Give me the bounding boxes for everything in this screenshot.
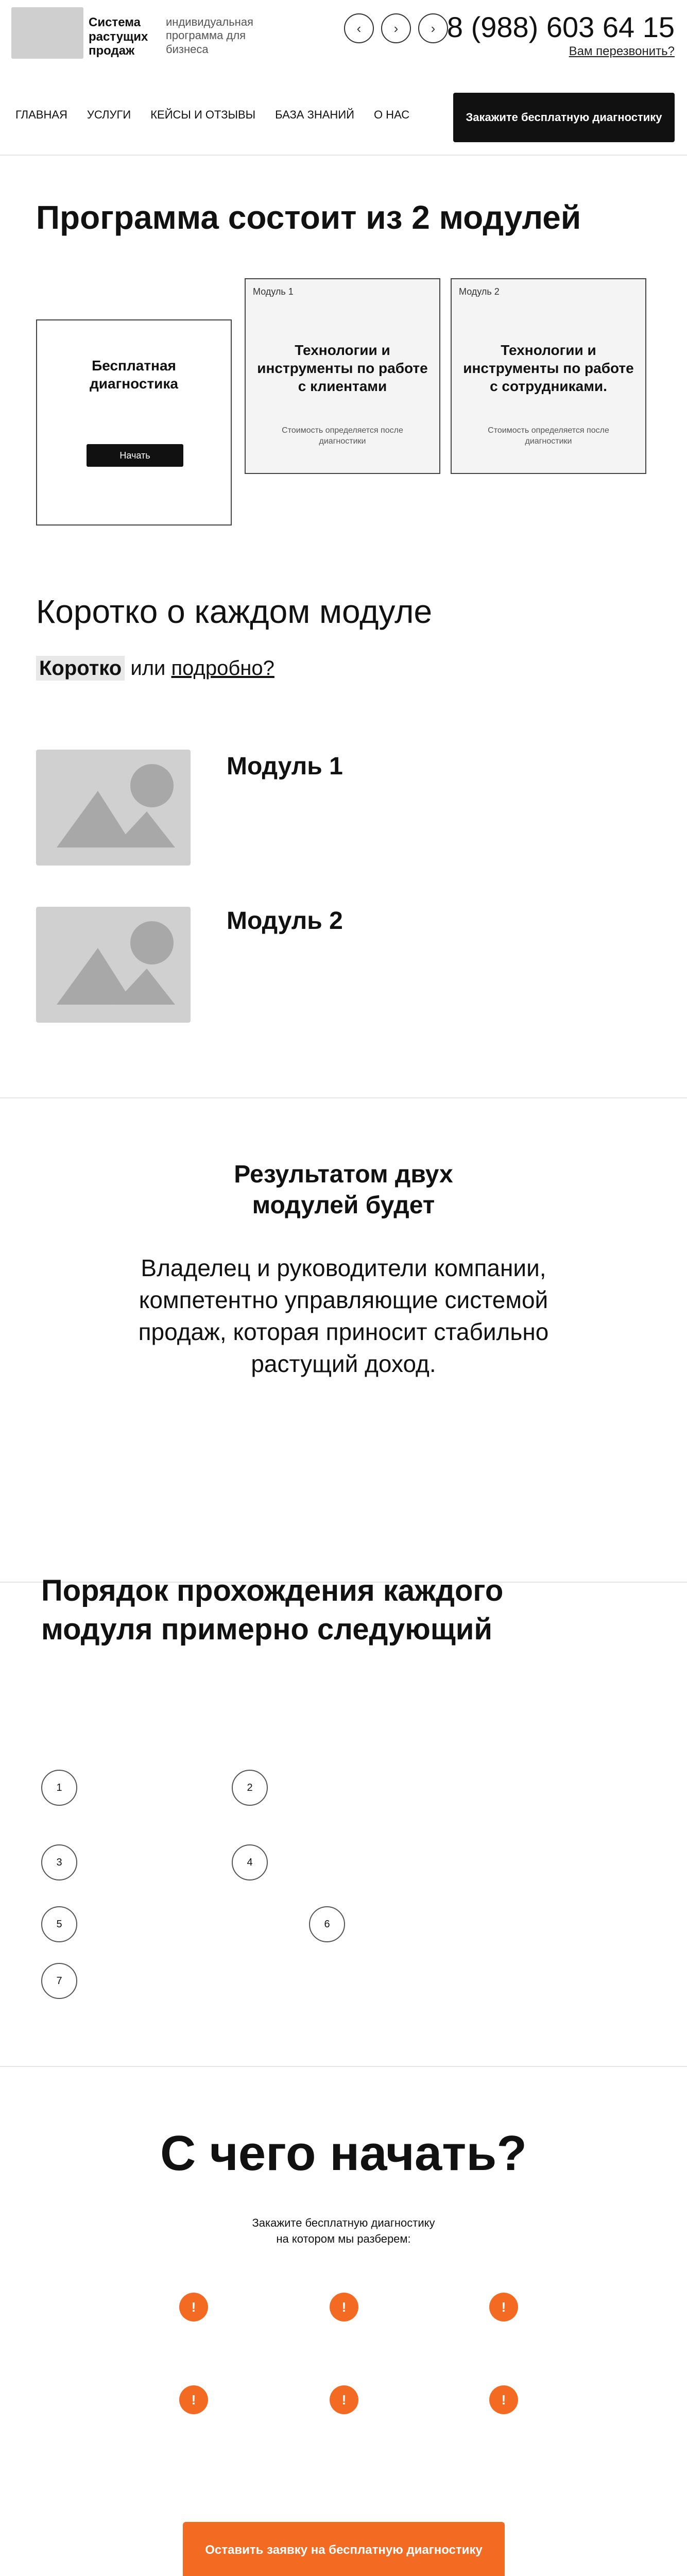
module-card-1[interactable] <box>245 278 440 474</box>
divider <box>0 1097 687 1098</box>
start-button[interactable]: Начать <box>87 444 183 467</box>
warning-icon: ! <box>179 2293 208 2321</box>
menu-item-about[interactable]: О НАС <box>373 108 410 121</box>
more-arrow-icon[interactable]: › <box>418 13 448 43</box>
modules-title: Программа состоит из 2 модулей <box>36 199 581 236</box>
card-title: Технологии и инструменты по работе с сотрудниками. <box>463 342 634 394</box>
step-1-circle: 1 <box>41 1770 77 1806</box>
card-desc: Стоимость определяется после диагностики <box>488 426 609 446</box>
warning-icon: ! <box>489 2385 518 2414</box>
menu-item-cases[interactable]: КЕЙСЫ И ОТЗЫВЫ <box>150 108 256 121</box>
module-card-2[interactable] <box>451 278 646 474</box>
step-5-circle: 5 <box>41 1906 77 1942</box>
brief-title: Коротко о каждом модуле <box>36 593 433 630</box>
start-cta-button[interactable]: Оставить заявку на бесплатную диагностику <box>183 2522 505 2576</box>
card-title: Бесплатная диагностика <box>90 358 178 392</box>
module-2-title: Модуль 2 <box>227 907 343 935</box>
card-label: Модуль 2 <box>459 286 500 297</box>
image-placeholder-icon <box>36 750 191 866</box>
phone-number[interactable]: 8 (988) 603 64 15 <box>446 11 675 43</box>
warning-icon: ! <box>330 2293 358 2321</box>
logo-subtitle: индивидуальная программа для бизнеса <box>166 15 253 56</box>
module-1-title: Модуль 1 <box>227 753 343 780</box>
header-cta-button[interactable]: Закажите бесплатную диагностику <box>453 93 675 142</box>
next-arrow-icon[interactable]: › <box>381 13 411 43</box>
card-desc: Стоимость определяется после диагностики <box>282 426 403 446</box>
menu-item-knowledge-base[interactable]: БАЗА ЗНАНИЙ <box>275 108 354 121</box>
toggle-or: или <box>130 657 166 680</box>
main-menu <box>15 108 409 122</box>
result-title: Результатом двух модулей будет <box>234 1161 453 1219</box>
start-subtitle: Закажите бесплатную диагностику на котором мы разберем: <box>252 2216 435 2245</box>
card-title: Технологии и инструменты по работе с клиентами <box>257 342 428 394</box>
toggle-long[interactable]: подробно? <box>171 657 274 680</box>
order-title: Порядок прохождения каждого модуля примерно следующий <box>41 1574 504 1647</box>
module-2-image <box>36 907 191 1023</box>
warning-icon: ! <box>489 2293 518 2321</box>
brief-toggle <box>36 657 274 680</box>
start-title: С чего начать? <box>160 2126 527 2181</box>
divider <box>0 155 687 156</box>
toggle-short[interactable]: Коротко <box>36 656 125 681</box>
step-3-circle: 3 <box>41 1844 77 1880</box>
menu-item-services[interactable]: УСЛУГИ <box>87 108 131 121</box>
step-7-circle: 7 <box>41 1963 77 1999</box>
callback-link[interactable]: Вам перезвонить? <box>569 44 675 58</box>
result-text: Владелец и руководители компании, компетентно управляющие системой продаж, которая приносит стабильно растущий доход. <box>138 1255 549 1378</box>
logo-image[interactable] <box>11 7 83 59</box>
logo-title: Система растущих продаж <box>89 15 148 58</box>
image-placeholder-icon <box>36 907 191 1023</box>
warning-icon: ! <box>330 2385 358 2414</box>
menu-item-home[interactable]: ГЛАВНАЯ <box>15 108 67 121</box>
free-diagnostics-card[interactable] <box>36 319 232 526</box>
module-1-image <box>36 750 191 866</box>
warning-icon: ! <box>179 2385 208 2414</box>
divider <box>0 2066 687 2067</box>
prev-arrow-icon[interactable]: ‹ <box>344 13 374 43</box>
step-6-circle: 6 <box>309 1906 345 1942</box>
card-label: Модуль 1 <box>253 286 294 297</box>
step-2-circle: 2 <box>232 1770 268 1806</box>
step-4-circle: 4 <box>232 1844 268 1880</box>
